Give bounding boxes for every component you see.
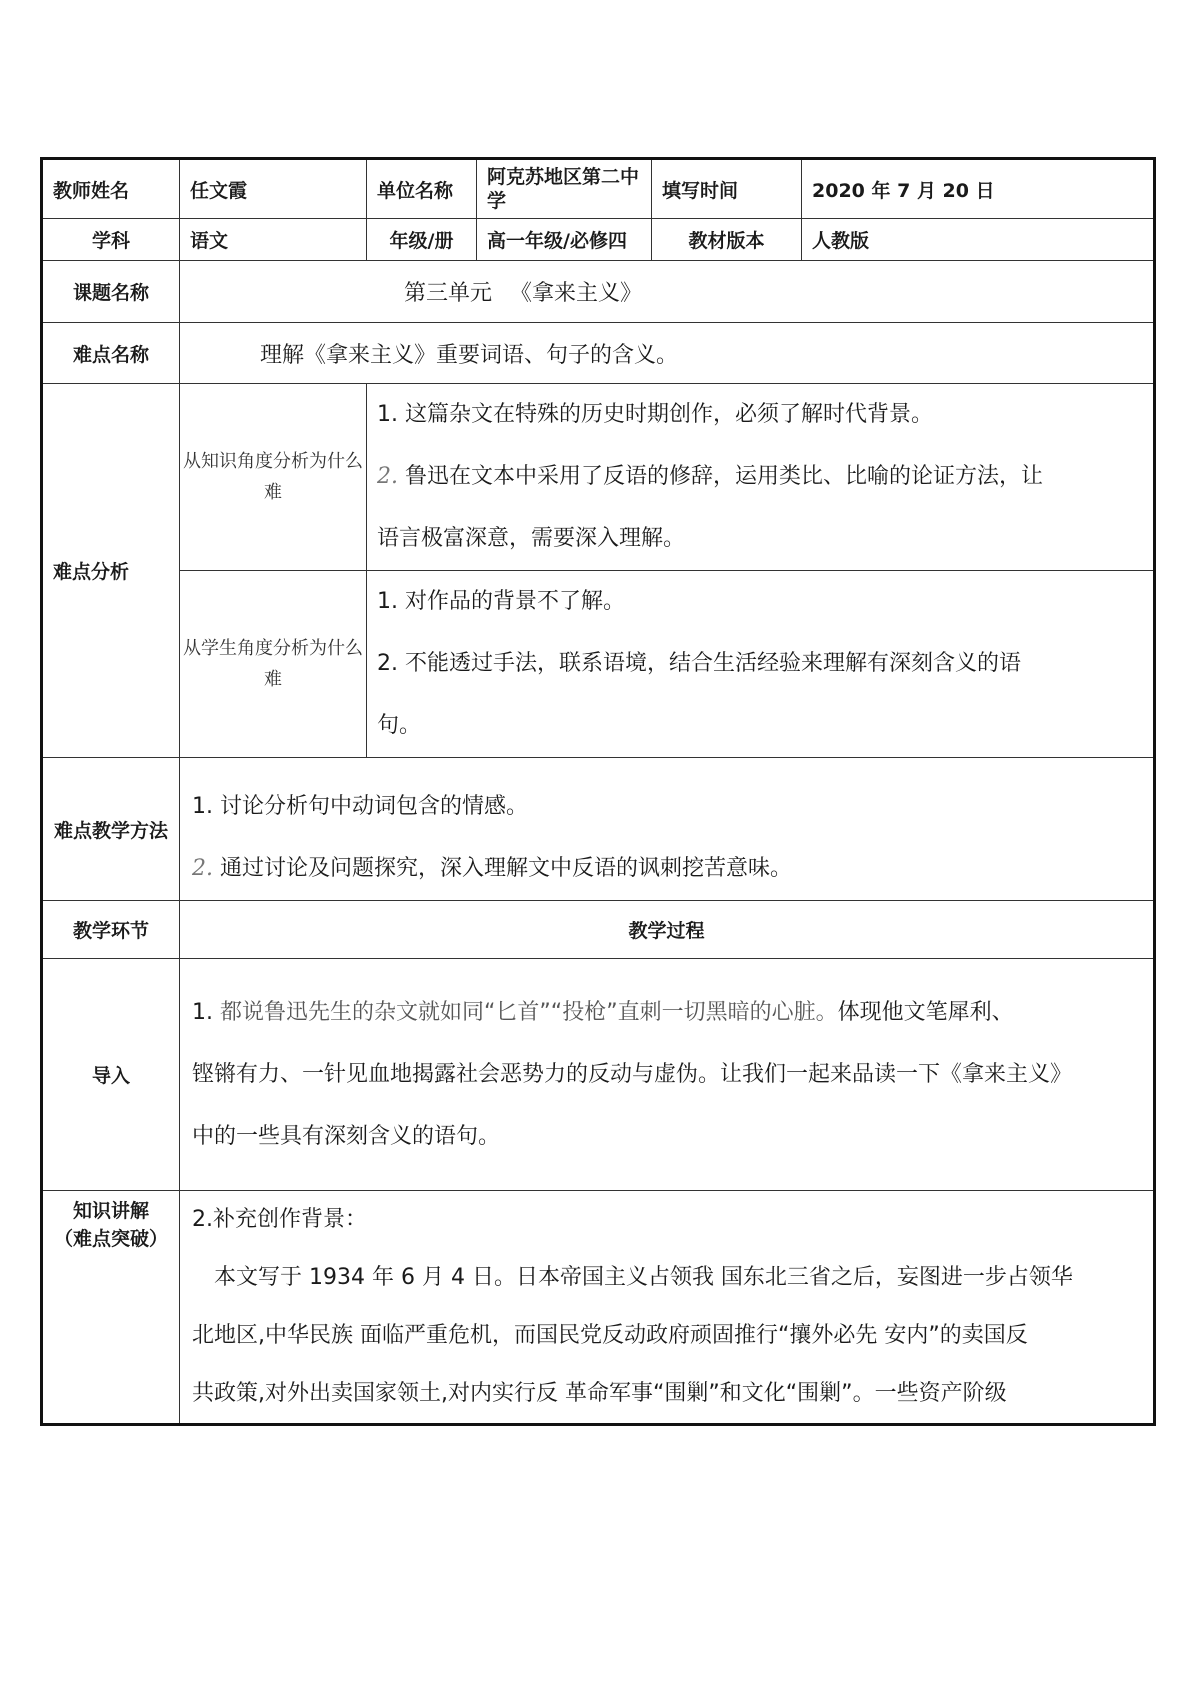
intro-number: 1. (192, 999, 213, 1025)
analysis-label: 难点分析 (42, 384, 180, 758)
student-angle-label: 从学生角度分析为什么难 (180, 571, 367, 758)
method-point-2 (192, 838, 1153, 900)
grade-value: 高一年级/必修四 (477, 219, 652, 261)
subject-value: 语文 (180, 219, 367, 261)
topic-unit: 第三单元 (404, 281, 493, 306)
knowledge-section-label-line-2: （难点突破） (53, 1228, 168, 1250)
row-subject-info (42, 219, 1155, 261)
knowledge-section-line-2: 北地区,中华民族 面临严重危机，而国民党反动政府顽固推行“攘外必先 安内”的卖国反 (192, 1323, 1028, 1348)
knowledge-point-1: 1. 这篇杂文在特殊的历史时期创作，必须了解时代背景。 (377, 402, 933, 427)
knowledge-angle-label: 从知识角度分析为什么难 (180, 384, 367, 571)
method-point-1: 1. 讨论分析句中动词包含的情感。 (192, 794, 528, 819)
intro-line-1-rest: 体现他文笔犀利、 (837, 999, 1014, 1025)
topic-label: 课题名称 (42, 261, 180, 323)
intro-label: 导入 (42, 959, 180, 1191)
topic-value (180, 261, 1155, 323)
teacher-label: 教师姓名 (42, 159, 180, 219)
method-point-2-text: 通过讨论及问题探究，深入理解文中反语的讽刺挖苦意味。 (220, 856, 793, 881)
date-label: 填写时间 (652, 159, 802, 219)
row-topic (42, 261, 1155, 323)
student-point-2-line-1: 2. 不能透过手法，联系语境，结合生活经验来理解有深刻含义的语 (377, 651, 1021, 676)
row-difficulty (42, 323, 1155, 384)
process-right-header: 教学过程 (180, 901, 1155, 959)
knowledge-point-2-number: 2. (377, 464, 398, 489)
process-left-header: 教学环节 (42, 901, 180, 959)
student-point-1: 1. 对作品的背景不了解。 (377, 589, 625, 614)
unit-label: 单位名称 (367, 159, 477, 219)
method-point-2-number: 2. (192, 856, 213, 881)
date-value: 2020 年 7 月 20 日 (802, 159, 1155, 219)
knowledge-section-line-3: 共政策,对外出卖国家领土,对内实行反 革命军事“围剿”和文化“围剿”。一些资产阶级 (192, 1381, 1007, 1406)
unit-value: 阿克苏地区第二中学 (477, 159, 652, 219)
intro-content (180, 959, 1155, 1191)
difficulty-value: 理解《拿来主义》重要词语、句子的含义。 (180, 323, 1155, 384)
row-knowledge-section (42, 1191, 1155, 1425)
knowledge-section-line-1: 本文写于 1934 年 6 月 4 日。日本帝国主义占领我 国东北三省之后，妄图进一步占领华 (214, 1265, 1073, 1290)
row-intro (42, 959, 1155, 1191)
row-analysis-knowledge (42, 384, 1155, 571)
intro-line-3: 中的一些具有深刻含义的语句。 (192, 1123, 501, 1149)
row-method (42, 758, 1155, 901)
method-label: 难点教学方法 (42, 758, 180, 901)
knowledge-section-label (42, 1191, 180, 1425)
teacher-value: 任文霞 (180, 159, 367, 219)
edition-value: 人教版 (802, 219, 1155, 261)
knowledge-angle-content (367, 384, 1155, 571)
subject-label: 学科 (42, 219, 180, 261)
topic-title: 《拿来主义》 (510, 281, 643, 306)
lesson-plan-table (40, 157, 1156, 1426)
knowledge-point-2-line-2: 语言极富深意，需要深入理解。 (377, 526, 686, 551)
student-angle-content (367, 571, 1155, 758)
row-teacher-info (42, 159, 1155, 219)
knowledge-point-2-line-1 (377, 446, 1153, 508)
edition-label: 教材版本 (652, 219, 802, 261)
knowledge-point-2-text: 鲁迅在文本中采用了反语的修辞，运用类比、比喻的论证方法，让 (405, 464, 1044, 489)
difficulty-label: 难点名称 (42, 323, 180, 384)
knowledge-section-heading: 2.补充创作背景： (192, 1207, 367, 1232)
intro-line-2: 铿锵有力、一针见血地揭露社会恶势力的反动与虚伪。让我们一起来品读一下《拿来主义》 (192, 1061, 1073, 1087)
intro-quote: 都说鲁迅先生的杂文就如同“匕首”“投枪”直刺一切黑暗的心脏。 (220, 999, 838, 1025)
intro-line-1 (192, 982, 1141, 1044)
method-content (180, 758, 1155, 901)
student-point-2-line-2: 句。 (377, 713, 422, 738)
row-analysis-student (42, 571, 1155, 758)
grade-label: 年级/册 (367, 219, 477, 261)
row-process-header (42, 901, 1155, 959)
knowledge-section-label-line-1: 知识讲解 (72, 1200, 149, 1222)
knowledge-section-content (180, 1191, 1155, 1425)
